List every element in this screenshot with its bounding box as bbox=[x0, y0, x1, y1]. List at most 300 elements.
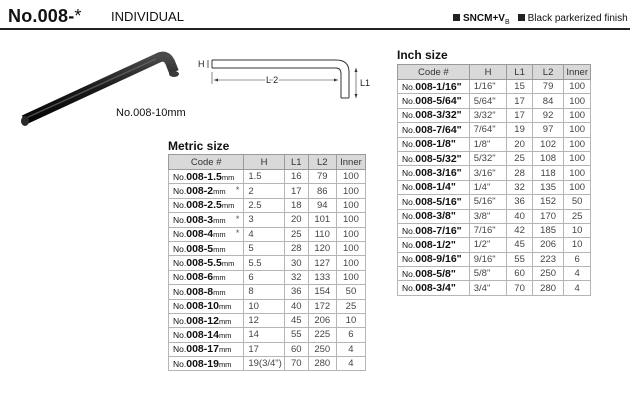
h-cell: 14 bbox=[244, 328, 284, 342]
code-cell bbox=[169, 342, 244, 356]
table-header-row bbox=[398, 65, 591, 80]
code-size: 14 bbox=[207, 328, 219, 341]
code-number-static: 008- bbox=[415, 195, 437, 208]
inner-cell: 100 bbox=[564, 166, 591, 180]
code-prefix: No. bbox=[402, 196, 416, 207]
h-cell: 7/64" bbox=[469, 123, 507, 137]
h-cell: 3 bbox=[244, 213, 284, 227]
code-unit: mm bbox=[218, 302, 232, 312]
l2-cell: 108 bbox=[532, 151, 563, 165]
h-cell: 1/8" bbox=[469, 137, 507, 151]
code-unit: mm bbox=[213, 244, 226, 254]
inner-cell: 25 bbox=[564, 209, 591, 223]
table-row bbox=[169, 170, 366, 184]
l1-cell: 40 bbox=[284, 299, 308, 313]
code-unit: mm bbox=[213, 273, 226, 283]
table-row bbox=[169, 328, 366, 342]
l2-cell: 92 bbox=[532, 108, 563, 122]
code-unit: mm bbox=[213, 187, 226, 197]
code-size: 12 bbox=[207, 314, 219, 327]
code-prefix: No. bbox=[173, 243, 187, 254]
h-cell: 3/4" bbox=[469, 281, 507, 295]
code-number-static: 008- bbox=[186, 213, 208, 226]
code-number-static: 008- bbox=[415, 152, 437, 165]
code-size: 17 bbox=[207, 343, 219, 356]
l2-cell: 94 bbox=[308, 198, 336, 212]
code-number-static: 008- bbox=[415, 282, 437, 295]
l2-cell: 223 bbox=[532, 252, 563, 266]
star-mark: * bbox=[74, 6, 82, 26]
code-cell bbox=[398, 108, 470, 122]
h-cell: 5/8" bbox=[469, 267, 507, 281]
inner-cell: 100 bbox=[336, 213, 365, 227]
code-number-static: 008- bbox=[415, 224, 437, 237]
code-unit: mm bbox=[221, 259, 235, 269]
l1-cell: 20 bbox=[284, 213, 308, 227]
code-number-static: 008- bbox=[186, 242, 208, 255]
code-number-static: 008- bbox=[186, 357, 208, 370]
l1-cell: 60 bbox=[284, 342, 308, 356]
finish-label: Black parkerized finish bbox=[527, 13, 628, 24]
code-cell bbox=[398, 209, 470, 223]
l2-cell: 79 bbox=[308, 170, 336, 184]
l2-cell: 225 bbox=[308, 328, 336, 342]
code-cell bbox=[398, 80, 470, 94]
code-prefix: No. bbox=[173, 171, 187, 182]
inner-cell: 25 bbox=[336, 299, 365, 313]
code-unit: mm bbox=[213, 287, 226, 297]
table-row bbox=[169, 213, 366, 227]
l1-cell: 19 bbox=[507, 123, 533, 137]
code-prefix: No. bbox=[173, 200, 187, 211]
code-cell bbox=[169, 328, 244, 342]
table-row bbox=[398, 166, 591, 180]
code-size: 2.5 bbox=[207, 199, 222, 212]
code-unit: mm bbox=[213, 230, 226, 240]
l2-cell: 101 bbox=[308, 213, 336, 227]
l1-cell: 17 bbox=[507, 108, 533, 122]
code-unit: mm bbox=[221, 172, 235, 182]
l2-cell: 250 bbox=[532, 267, 563, 281]
code-prefix: No. bbox=[402, 168, 416, 179]
h-cell: 1.5 bbox=[244, 170, 284, 184]
product-number: No.008- bbox=[8, 6, 75, 26]
metric-size-table bbox=[168, 154, 366, 371]
h-cell: 5.5 bbox=[244, 256, 284, 270]
l1-cell: 70 bbox=[507, 281, 533, 295]
code-size: 2 bbox=[207, 185, 214, 198]
h-cell: 5/32" bbox=[469, 151, 507, 165]
table-row bbox=[398, 94, 591, 108]
h-cell: 5/16" bbox=[469, 195, 507, 209]
code-prefix: No. bbox=[402, 153, 416, 164]
code-size: 5/64" bbox=[436, 95, 462, 108]
h-cell: 17 bbox=[244, 342, 284, 356]
h-cell: 4 bbox=[244, 227, 284, 241]
material-subscript: B bbox=[504, 19, 510, 26]
inner-cell: 100 bbox=[564, 151, 591, 165]
code-number-static: 008- bbox=[415, 253, 437, 266]
table-row bbox=[398, 281, 591, 295]
code-number-static: 008- bbox=[186, 199, 208, 212]
code-cell bbox=[398, 94, 470, 108]
inner-cell: 100 bbox=[336, 270, 365, 284]
inner-cell: 100 bbox=[336, 184, 365, 198]
code-cell bbox=[169, 227, 244, 241]
l1-cell: 28 bbox=[284, 241, 308, 255]
code-prefix: No. bbox=[402, 139, 416, 150]
code-cell bbox=[169, 285, 244, 299]
inner-cell: 4 bbox=[336, 342, 365, 356]
code-size: 1/8" bbox=[436, 138, 456, 151]
dimension-diagram bbox=[196, 50, 376, 110]
material-note bbox=[453, 13, 628, 26]
bullet-square-icon bbox=[453, 14, 460, 21]
code-prefix: No. bbox=[173, 344, 187, 355]
code-prefix: No. bbox=[173, 186, 187, 197]
code-cell bbox=[398, 238, 470, 252]
l2-cell: 170 bbox=[532, 209, 563, 223]
h-cell: 2 bbox=[244, 184, 284, 198]
l1-cell: 18 bbox=[284, 198, 308, 212]
code-cell bbox=[398, 267, 470, 281]
table-row bbox=[398, 238, 591, 252]
code-prefix: No. bbox=[402, 182, 416, 193]
inner-cell: 100 bbox=[564, 94, 591, 108]
table-row bbox=[169, 184, 366, 198]
code-number-static: 008- bbox=[186, 170, 208, 183]
l1-cell: 45 bbox=[284, 313, 308, 327]
inner-cell: 10 bbox=[336, 313, 365, 327]
l1-cell: 30 bbox=[284, 256, 308, 270]
code-prefix: No. bbox=[173, 358, 187, 369]
bullet-square-icon bbox=[518, 14, 525, 21]
l2-cell: 79 bbox=[532, 80, 563, 94]
page-title bbox=[8, 6, 82, 27]
column-header: L2 bbox=[532, 65, 563, 80]
code-prefix: No. bbox=[173, 286, 187, 297]
code-prefix: No. bbox=[402, 225, 416, 236]
column-header: L1 bbox=[507, 65, 533, 80]
l1-cell: 45 bbox=[507, 238, 533, 252]
code-size: 19 bbox=[207, 357, 219, 370]
l1-cell: 40 bbox=[507, 209, 533, 223]
code-number-static: 008- bbox=[415, 238, 437, 251]
code-cell bbox=[398, 281, 470, 295]
l1-cell: 17 bbox=[507, 94, 533, 108]
table-header-row bbox=[169, 155, 366, 170]
h-cell: 3/16" bbox=[469, 166, 507, 180]
code-unit: mm bbox=[221, 201, 235, 211]
table-row bbox=[398, 123, 591, 137]
code-number-static: 008- bbox=[415, 181, 437, 194]
code-prefix: No. bbox=[173, 229, 187, 240]
code-number-static: 008- bbox=[415, 109, 437, 122]
l2-cell: 154 bbox=[308, 285, 336, 299]
code-prefix: No. bbox=[173, 301, 187, 312]
code-size: 3/4" bbox=[436, 282, 456, 295]
h-cell: 1/4" bbox=[469, 180, 507, 194]
column-header: Inner bbox=[336, 155, 365, 170]
inner-cell: 100 bbox=[564, 180, 591, 194]
code-size: 7/16" bbox=[436, 224, 462, 237]
inner-cell: 100 bbox=[336, 170, 365, 184]
code-size: 3 bbox=[207, 213, 214, 226]
code-size: 4 bbox=[207, 228, 214, 241]
table-row bbox=[398, 252, 591, 266]
table-row bbox=[398, 137, 591, 151]
code-prefix: No. bbox=[402, 239, 416, 250]
code-number-static: 008- bbox=[186, 328, 208, 341]
code-size: 1.5 bbox=[207, 170, 222, 183]
inner-cell: 100 bbox=[564, 80, 591, 94]
code-size: 3/8" bbox=[436, 210, 456, 223]
code-prefix: No. bbox=[173, 315, 187, 326]
h-cell: 6 bbox=[244, 270, 284, 284]
h-cell: 1/16" bbox=[469, 80, 507, 94]
h-cell: 3/32" bbox=[469, 108, 507, 122]
code-cell bbox=[398, 123, 470, 137]
code-size: 7/64" bbox=[436, 123, 462, 136]
table-row bbox=[398, 209, 591, 223]
code-size: 3/32" bbox=[436, 109, 462, 122]
inch-size-table bbox=[397, 64, 591, 296]
code-unit: mm bbox=[213, 215, 226, 225]
code-cell bbox=[169, 299, 244, 313]
table-row bbox=[169, 198, 366, 212]
table-row bbox=[169, 270, 366, 284]
table-row bbox=[398, 80, 591, 94]
l1-cell: 60 bbox=[507, 267, 533, 281]
l2-cell: 250 bbox=[308, 342, 336, 356]
code-size: 10 bbox=[207, 300, 219, 313]
l1-cell: 36 bbox=[507, 195, 533, 209]
inner-cell: 100 bbox=[564, 137, 591, 151]
inner-cell: 50 bbox=[564, 195, 591, 209]
star-mark: * bbox=[235, 185, 240, 196]
code-cell bbox=[398, 166, 470, 180]
column-header: Inner bbox=[564, 65, 591, 80]
h-cell: 1/2" bbox=[469, 238, 507, 252]
code-cell bbox=[169, 213, 244, 227]
code-number-static: 008- bbox=[186, 228, 208, 241]
code-number-static: 008- bbox=[186, 257, 208, 270]
l1-cell: 36 bbox=[284, 285, 308, 299]
l1-cell: 28 bbox=[507, 166, 533, 180]
column-header: L2 bbox=[308, 155, 336, 170]
h-cell: 19(3/4") bbox=[244, 357, 284, 371]
table-row bbox=[398, 267, 591, 281]
code-prefix: No. bbox=[402, 81, 416, 92]
l2-cell: 120 bbox=[308, 241, 336, 255]
l2-cell: 133 bbox=[308, 270, 336, 284]
code-number-static: 008- bbox=[415, 267, 437, 280]
l1-cell: 20 bbox=[507, 137, 533, 151]
table-row bbox=[398, 223, 591, 237]
l1-cell: 17 bbox=[284, 184, 308, 198]
l1-cell: 55 bbox=[284, 328, 308, 342]
code-size: 9/16" bbox=[436, 253, 462, 266]
h-cell: 5/64" bbox=[469, 94, 507, 108]
star-mark: * bbox=[235, 228, 240, 239]
image-caption: No.008-10mm bbox=[116, 107, 186, 119]
table-row bbox=[169, 256, 366, 270]
page-subtitle: INDIVIDUAL bbox=[111, 9, 184, 24]
inner-cell: 10 bbox=[564, 238, 591, 252]
code-cell bbox=[398, 195, 470, 209]
column-header: Code # bbox=[398, 65, 470, 80]
inner-cell: 6 bbox=[564, 252, 591, 266]
table-row bbox=[398, 151, 591, 165]
code-size: 5/16" bbox=[436, 195, 462, 208]
dim-label-l1: L1 bbox=[360, 78, 371, 88]
inch-size-title: Inch size bbox=[397, 48, 448, 62]
code-prefix: No. bbox=[402, 110, 416, 121]
inner-cell: 100 bbox=[564, 108, 591, 122]
code-number-static: 008- bbox=[415, 138, 437, 151]
l1-cell: 25 bbox=[284, 227, 308, 241]
code-cell bbox=[169, 313, 244, 327]
l2-cell: 206 bbox=[532, 238, 563, 252]
code-size: 5.5 bbox=[207, 257, 222, 270]
table-row bbox=[169, 313, 366, 327]
code-size: 1/2" bbox=[436, 238, 456, 251]
code-number-static: 008- bbox=[186, 185, 208, 198]
table-row bbox=[169, 357, 366, 371]
code-cell bbox=[398, 137, 470, 151]
table-row bbox=[169, 285, 366, 299]
code-size: 5/8" bbox=[436, 267, 456, 280]
code-cell bbox=[398, 151, 470, 165]
code-number-static: 008- bbox=[415, 167, 437, 180]
code-cell bbox=[169, 241, 244, 255]
code-prefix: No. bbox=[402, 268, 416, 279]
inner-cell: 100 bbox=[336, 241, 365, 255]
dim-label-l2: L 2 bbox=[266, 75, 279, 85]
inner-cell: 4 bbox=[336, 357, 365, 371]
l2-cell: 206 bbox=[308, 313, 336, 327]
code-number-static: 008- bbox=[186, 285, 208, 298]
code-prefix: No. bbox=[402, 124, 416, 135]
metric-size-title: Metric size bbox=[168, 139, 230, 153]
code-unit: mm bbox=[218, 359, 232, 369]
l2-cell: 110 bbox=[308, 227, 336, 241]
code-prefix: No. bbox=[402, 283, 416, 294]
code-size: 3/16" bbox=[436, 167, 462, 180]
l1-cell: 16 bbox=[284, 170, 308, 184]
inner-cell: 4 bbox=[564, 281, 591, 295]
code-size: 1/16" bbox=[436, 80, 462, 93]
l1-cell: 32 bbox=[507, 180, 533, 194]
l1-cell: 32 bbox=[284, 270, 308, 284]
inner-cell: 6 bbox=[336, 328, 365, 342]
star-mark: * bbox=[235, 213, 240, 224]
column-header: L1 bbox=[284, 155, 308, 170]
l1-cell: 70 bbox=[284, 357, 308, 371]
table-row bbox=[398, 195, 591, 209]
h-cell: 10 bbox=[244, 299, 284, 313]
code-prefix: No. bbox=[402, 211, 416, 222]
table-row bbox=[398, 108, 591, 122]
column-header: H bbox=[244, 155, 284, 170]
code-number-static: 008- bbox=[415, 210, 437, 223]
l1-cell: 25 bbox=[507, 151, 533, 165]
h-cell: 5 bbox=[244, 241, 284, 255]
code-cell bbox=[398, 252, 470, 266]
code-prefix: No. bbox=[173, 329, 187, 340]
code-cell bbox=[169, 357, 244, 371]
l2-cell: 86 bbox=[308, 184, 336, 198]
h-cell: 2.5 bbox=[244, 198, 284, 212]
l2-cell: 280 bbox=[532, 281, 563, 295]
l2-cell: 152 bbox=[532, 195, 563, 209]
code-prefix: No. bbox=[173, 258, 187, 269]
table-row bbox=[398, 180, 591, 194]
code-number-static: 008- bbox=[186, 271, 208, 284]
code-unit: mm bbox=[218, 345, 232, 355]
code-cell bbox=[169, 256, 244, 270]
material-label: SNCM+V bbox=[463, 13, 505, 24]
l2-cell: 102 bbox=[532, 137, 563, 151]
h-cell: 7/16" bbox=[469, 223, 507, 237]
l2-cell: 185 bbox=[532, 223, 563, 237]
inner-cell: 100 bbox=[336, 256, 365, 270]
l2-cell: 97 bbox=[532, 123, 563, 137]
code-number-static: 008- bbox=[186, 314, 208, 327]
l2-cell: 172 bbox=[308, 299, 336, 313]
code-size: 5/32" bbox=[436, 152, 462, 165]
code-number-static: 008- bbox=[186, 300, 208, 313]
h-cell: 8 bbox=[244, 285, 284, 299]
code-cell bbox=[398, 223, 470, 237]
code-unit: mm bbox=[218, 316, 232, 326]
l2-cell: 135 bbox=[532, 180, 563, 194]
code-number-static: 008- bbox=[415, 95, 437, 108]
table-row bbox=[169, 241, 366, 255]
code-size: 5 bbox=[207, 242, 214, 255]
table-row bbox=[169, 299, 366, 313]
inner-cell: 100 bbox=[336, 198, 365, 212]
l1-cell: 15 bbox=[507, 80, 533, 94]
l1-cell: 42 bbox=[507, 223, 533, 237]
h-cell: 9/16" bbox=[469, 252, 507, 266]
code-size: 1/4" bbox=[436, 181, 456, 194]
inner-cell: 50 bbox=[336, 285, 365, 299]
l1-cell: 55 bbox=[507, 252, 533, 266]
code-number-static: 008- bbox=[186, 343, 208, 356]
code-unit: mm bbox=[218, 330, 232, 340]
code-size: 6 bbox=[207, 271, 214, 284]
code-prefix: No. bbox=[402, 254, 416, 265]
l2-cell: 280 bbox=[308, 357, 336, 371]
l2-cell: 127 bbox=[308, 256, 336, 270]
table-row bbox=[169, 342, 366, 356]
column-header: H bbox=[469, 65, 507, 80]
l2-cell: 84 bbox=[532, 94, 563, 108]
code-size: 8 bbox=[207, 285, 214, 298]
code-cell bbox=[169, 170, 244, 184]
h-cell: 12 bbox=[244, 313, 284, 327]
l2-cell: 118 bbox=[532, 166, 563, 180]
column-header: Code # bbox=[169, 155, 244, 170]
inner-cell: 10 bbox=[564, 223, 591, 237]
code-cell bbox=[169, 270, 244, 284]
dim-label-h: H bbox=[198, 59, 205, 69]
code-prefix: No. bbox=[173, 214, 187, 225]
code-number-static: 008- bbox=[415, 80, 437, 93]
table-row bbox=[169, 227, 366, 241]
code-cell bbox=[398, 180, 470, 194]
